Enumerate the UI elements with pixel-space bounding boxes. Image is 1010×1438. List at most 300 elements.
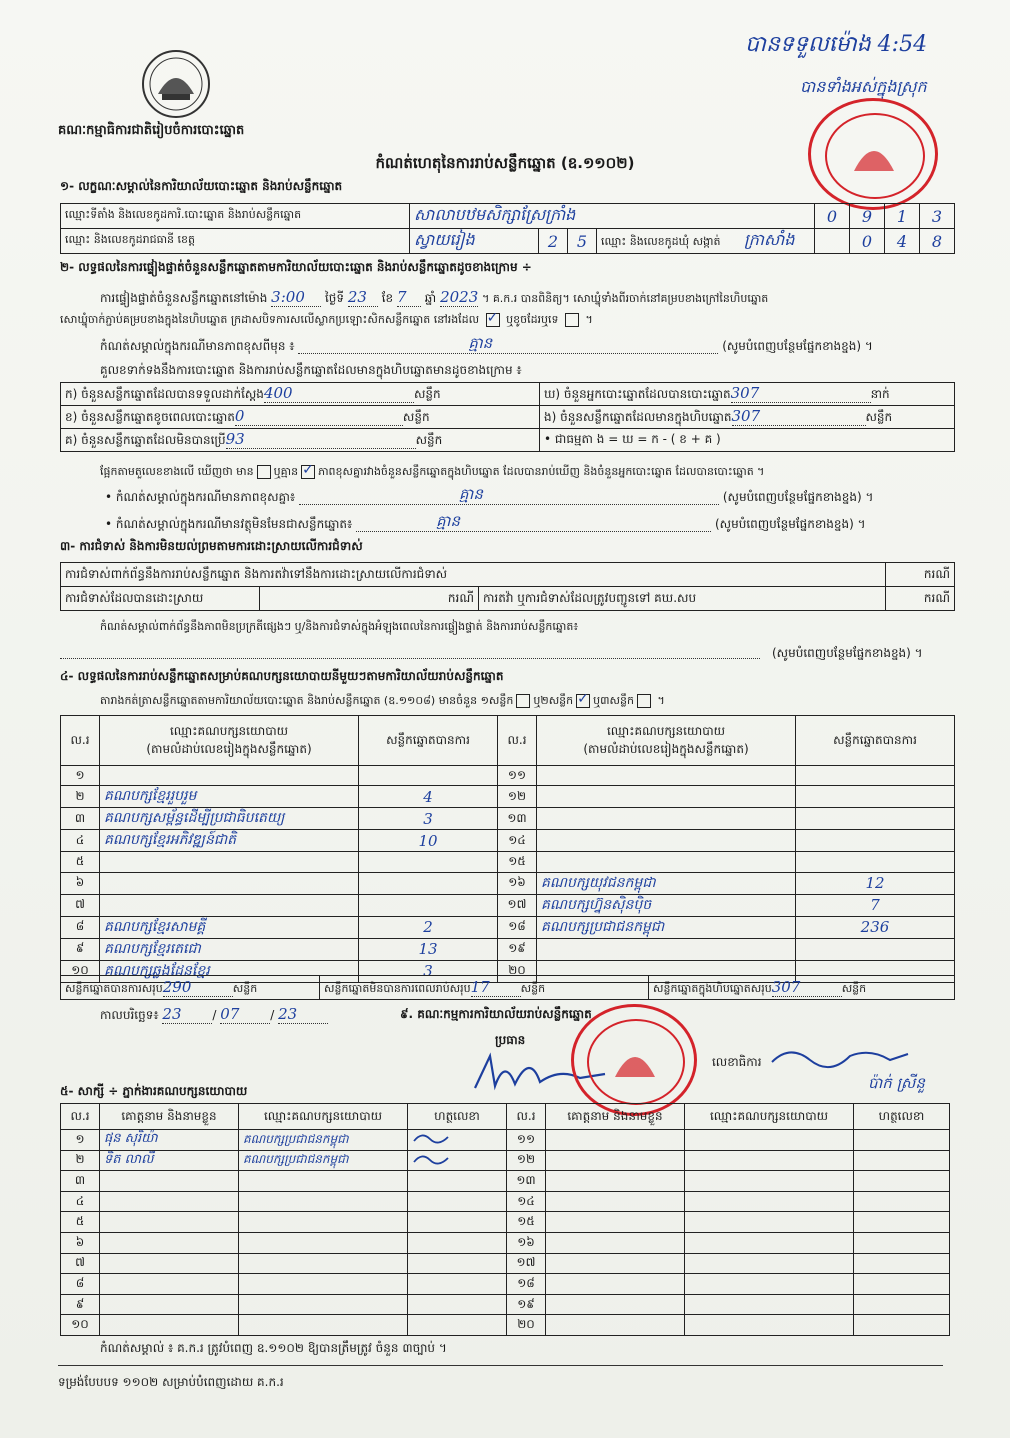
- wt-col-sign-r: ហត្ថលេខា: [854, 1104, 950, 1130]
- b1-label: • កំណត់សម្គាល់ក្នុងករណីមានភាពខុសគ្នា៖: [105, 490, 296, 504]
- witness-row: [61, 1294, 950, 1315]
- ti-value: 17: [471, 978, 521, 997]
- formula-cell: • ជាធម្មតា ង = ឃ = ក - ( ខ + គ ): [540, 429, 955, 452]
- rt-party-l: [100, 872, 359, 894]
- wt-party-r: [685, 1171, 854, 1192]
- province-code-1: 2: [539, 229, 568, 254]
- section3-suffix: (សូមបំពេញបន្ថែមផ្នែកខាងខ្នង) ។: [772, 646, 923, 660]
- wt-name-l: ផុន សុរិយ៉ា: [100, 1130, 239, 1151]
- commune-code-blank: [815, 229, 850, 254]
- rt-votes-r: [796, 786, 955, 808]
- rt-party-l: គណបក្សខ្មែររួបរួម: [100, 786, 359, 808]
- wt-name-r: [546, 1150, 685, 1171]
- location-code-1: 0: [815, 204, 850, 229]
- rt-votes-l: 3: [359, 960, 498, 982]
- wt-sign-l: [408, 1171, 507, 1192]
- wt-sign-l: [408, 1232, 507, 1253]
- results-row: [61, 852, 955, 872]
- wt-no-r: ១១: [507, 1130, 546, 1151]
- footer: ទម្រង់បែបបទ ១១០២ សម្រាប់បំពេញដោយ គ.ក.រ: [58, 1375, 284, 1389]
- rt-no-r: ១៣: [498, 808, 537, 830]
- rt-no-l: ២: [61, 786, 100, 808]
- rt-no-l: ៥: [61, 852, 100, 872]
- witness-row: [61, 1232, 950, 1253]
- commune-value: ក្រាសាំង: [744, 230, 795, 249]
- wt-col-name-r: គោត្តនាម និងនាមខ្លួន: [546, 1104, 685, 1130]
- rt-votes-l: 13: [359, 938, 498, 960]
- rt-party-r: គណបក្សប្រជាជនកម្ពុជា: [537, 916, 796, 938]
- rt-col-party-l: [100, 716, 359, 766]
- totals-table: [60, 975, 955, 1000]
- ko-unit: សន្លឹក: [415, 433, 443, 447]
- results-row: [61, 786, 955, 808]
- rt-no-l: ៤: [61, 830, 100, 852]
- rt-votes-r: [796, 852, 955, 872]
- wt-col-party-r: ឈ្មោះគណបក្សនយោបាយ: [685, 1104, 854, 1130]
- wt-name-l: [100, 1191, 239, 1212]
- received-time-note: បានទទួលម៉ោង 4:54: [745, 32, 928, 57]
- b2-dots: [356, 512, 711, 532]
- results-row: [61, 766, 955, 786]
- s2-year: 2023: [440, 288, 479, 306]
- rt-party-l-2: (តាមលំដាប់លេខរៀងក្នុងសន្លឹកឆ្នោត): [146, 741, 312, 756]
- wt-col-no-l: ល.រ: [61, 1104, 100, 1130]
- ngo-cell: [540, 406, 955, 429]
- total-valid-cell: [61, 976, 320, 1000]
- rt-votes-l: 4: [359, 786, 498, 808]
- wt-sign-r: [854, 1232, 950, 1253]
- rt-no-l: ៨: [61, 916, 100, 938]
- rt-no-l: ៩: [61, 938, 100, 960]
- ballot-count-table: [60, 382, 955, 452]
- b1-suffix: (សូមបំពេញបន្ថែមផ្នែកខាងខ្នង) ។: [722, 490, 874, 504]
- wt-no-l: ៥: [61, 1212, 100, 1233]
- wt-no-r: ១៥: [507, 1212, 546, 1233]
- ka-value: 400: [264, 384, 414, 403]
- wt-name-r: [546, 1212, 685, 1233]
- wt-no-r: ១៨: [507, 1274, 546, 1295]
- results-row: [61, 916, 955, 938]
- s4-intro-c: ឬ៣សន្លឹក: [593, 694, 634, 707]
- wt-no-r: ២០: [507, 1315, 546, 1336]
- rt-party-r: [537, 852, 796, 872]
- rt-no-r: ១៦: [498, 872, 537, 894]
- province-label: ឈ្មោះ និងលេខកូដរាជធានី ខេត្ត: [61, 229, 410, 254]
- rt-party-r: [537, 938, 796, 960]
- rt-no-l: ១០: [61, 960, 100, 982]
- ko-value: 93: [226, 430, 416, 449]
- wt-no-l: ៣: [61, 1171, 100, 1192]
- location-code-2: 9: [850, 204, 885, 229]
- tv-label: សន្លឹកឆ្នោតបានការសរុប: [65, 981, 163, 995]
- s2-month: 7: [397, 288, 421, 307]
- s2-or-broken: ឬខូចដែរឬទេ: [506, 313, 559, 326]
- wt-party-r: [685, 1232, 854, 1253]
- emblem-logo: [140, 48, 212, 120]
- rt-votes-r: [796, 766, 955, 786]
- section2-heading: ២- លទ្ធផលនៃការផ្ទៀងផ្ទាត់ចំនួនសន្លឹកឆ្នោតតាមការិយាល័យបោះឆ្នោត និងរាប់សន្លឹកឆ្នោតដូចខាងក្រោម ÷: [60, 260, 532, 274]
- rt-votes-r: [796, 830, 955, 852]
- wt-name-l: [100, 1212, 239, 1233]
- wt-sign-l: [408, 1315, 507, 1336]
- chair-label: ប្រធាន: [495, 1033, 526, 1047]
- wt-party-l: [239, 1294, 408, 1315]
- gho-label: ឃ) ចំនួនអ្នកបោះឆ្នោតដែលបានបោះឆ្នោត: [544, 387, 731, 401]
- rt-col-no-r: ល.រ: [498, 716, 537, 766]
- three-sheet-checkbox[interactable]: [637, 694, 651, 708]
- ka-label: ក) ចំនួនសន្លឹកឆ្នោតដែលបានទទួលដាក់ស្តែង: [65, 387, 264, 401]
- rt-party-l: គណបក្សខ្មែរអភិវឌ្ឍន៍ជាតិ: [100, 830, 359, 852]
- rt-party-r: [537, 808, 796, 830]
- rt-party-l-1: ឈ្មោះគណបក្សនយោបាយ: [169, 723, 289, 738]
- rt-votes-r: [796, 808, 955, 830]
- section5-heading: ៥- សាក្សី ÷ ភ្នាក់ងារគណបក្សនយោបាយ: [60, 1084, 248, 1098]
- wt-sign-r: [854, 1315, 950, 1336]
- wt-name-r: [546, 1315, 685, 1336]
- witness-row: [61, 1171, 950, 1192]
- wt-sign-l: [408, 1150, 507, 1171]
- results-row: [61, 830, 955, 852]
- rt-party-r: [537, 766, 796, 786]
- s2-diff-suffix: (សូមបំពេញបន្ថែមផ្នែកខាងខ្នង) ។: [722, 339, 873, 353]
- resolved-label: ការជំទាស់ដែលបានដោះស្រាយ: [61, 587, 260, 611]
- rt-no-l: ១: [61, 766, 100, 786]
- ka-cell: [61, 383, 540, 406]
- wt-sign-r: [854, 1150, 950, 1171]
- rt-party-l: [100, 894, 359, 916]
- rt-votes-l: 3: [359, 808, 498, 830]
- s2-diff-label: កំណត់សម្គាល់ក្នុងករណីមានភាពខុសពីមុន ៖: [100, 339, 295, 353]
- section1-heading: ១- លក្ខណៈសម្គាល់នៃការិយាល័យបោះឆ្នោត និងរាប់សន្លឹកឆ្នោត: [60, 179, 343, 193]
- wt-party-l: [239, 1171, 408, 1192]
- gho-cell: [540, 383, 955, 406]
- rt-no-r: ១៩: [498, 938, 537, 960]
- rt-party-r: គណបក្សយុវជនកម្ពុជា: [537, 872, 796, 894]
- gho-value: 307: [731, 384, 871, 403]
- wt-name-l: [100, 1294, 239, 1315]
- witness-signature: [412, 1152, 452, 1166]
- tv-unit: សន្លឹក: [232, 981, 258, 995]
- wt-name-r: [546, 1130, 685, 1151]
- rt-col-party-r: [537, 716, 796, 766]
- wt-party-l: [239, 1212, 408, 1233]
- wt-name-l: [100, 1274, 239, 1295]
- wt-sign-r: [854, 1253, 950, 1274]
- rt-no-r: ១៨: [498, 916, 537, 938]
- wt-no-l: ១០: [61, 1315, 100, 1336]
- section3-dots: [60, 658, 760, 659]
- tv-value: 290: [163, 978, 233, 997]
- wt-no-r: ១៩: [507, 1294, 546, 1315]
- wt-no-l: ៧: [61, 1253, 100, 1274]
- objection-label: ការជំទាស់ពាក់ព័ន្ធនឹងការរាប់សន្លឹកឆ្នោត និងការតវ៉ាទៅនឹងការដោះស្រាយលើការជំទាស់: [61, 563, 886, 587]
- ti-unit: សន្លឹក: [520, 981, 546, 995]
- section2-line3: [100, 334, 873, 356]
- wt-party-r: [685, 1212, 854, 1233]
- rt-votes-l: [359, 852, 498, 872]
- wt-no-l: ២: [61, 1150, 100, 1171]
- wt-no-r: ១២: [507, 1150, 546, 1171]
- rt-party-l: គណបក្សសម្ព័ន្ធដើម្បីប្រជាធិបតេយ្យ: [100, 808, 359, 830]
- wt-no-l: ៩: [61, 1294, 100, 1315]
- intact-checkbox[interactable]: [486, 313, 500, 327]
- witness-row: [61, 1274, 950, 1295]
- b1-value: គ្មាន: [459, 485, 483, 503]
- s4-intro-a: តារាងកត់ត្រាសន្លឹកឆ្នោតតាមការិយាល័យបោះឆ្នោត និងរាប់សន្លឹកឆ្នោត (ឧ.១១០៨) មានចំនួន ១សន្លឹក: [100, 694, 514, 707]
- wt-party-l: [239, 1274, 408, 1295]
- witness-signature: [412, 1131, 452, 1145]
- section1-table: [60, 203, 955, 254]
- witness-table: [60, 1103, 950, 1336]
- total-box-cell: [649, 976, 955, 1000]
- wt-party-r: [685, 1150, 854, 1171]
- rt-no-r: ១២: [498, 786, 537, 808]
- wt-no-l: ៦: [61, 1232, 100, 1253]
- rt-votes-l: [359, 894, 498, 916]
- rt-party-r-1: ឈ្មោះគណបក្សនយោបាយ: [606, 723, 726, 738]
- wt-party-r: [685, 1191, 854, 1212]
- rt-no-l: ៧: [61, 894, 100, 916]
- appeal-label: ការតវ៉ា ឬការជំទាស់ដែលត្រូវបញ្ជូនទៅ គឃ.សប: [479, 587, 886, 611]
- rt-party-l: [100, 852, 359, 872]
- wt-party-l: [239, 1253, 408, 1274]
- broken-checkbox[interactable]: [565, 313, 579, 327]
- rt-no-r: ១១: [498, 766, 537, 786]
- objection-case: ករណី: [886, 563, 955, 587]
- wt-party-l: [239, 1232, 408, 1253]
- s2-day-label: ថ្ងៃទី: [325, 291, 345, 305]
- wt-sign-r: [854, 1130, 950, 1151]
- s2-year-label: ឆ្នាំ: [424, 291, 437, 305]
- commune-label: [597, 229, 815, 254]
- wt-name-l: [100, 1232, 239, 1253]
- one-sheet-checkbox[interactable]: [516, 694, 530, 708]
- s2-day: 23: [348, 288, 378, 307]
- no-difference-checkbox[interactable]: [301, 465, 315, 479]
- s2-line2-text: សោឃ្នុំចាក់ភ្ជាប់គម្របខាងក្នុងនៃហិបឆ្នោត ក្រដាសបិទការសលើស្លាកប្រឡោះសិកសន្លឹកឆ្នោត នៅរងដែល: [60, 313, 480, 326]
- results-row: [61, 808, 955, 830]
- section3-note: កំណត់សម្គាល់ពាក់ព័ន្ធនឹងភាពមិនប្រក្រតីផ្សេងៗ ឬ/និងការជំទាស់ក្នុងអំឡុងពេលនៃការផ្ទៀងផ្ទាត់ និងការរាប់សន្លឹកឆ្នោត៖: [100, 620, 579, 633]
- rt-party-r: គណបក្សហ្វ៊ុនស៊ិនប៉ិច: [537, 894, 796, 916]
- s2-have-label: ផ្អែកតាមតួលេខខាងលើ ឃើញថា មាន: [100, 465, 254, 478]
- wt-sign-r: [854, 1212, 950, 1233]
- location-label: ឈ្មោះទីតាំង និងលេខកូដការិ.បោះឆ្នោត និងរាប់សន្លឹកឆ្នោត: [61, 204, 410, 229]
- date-year: 23: [278, 1005, 328, 1024]
- wt-col-party-l: ឈ្មោះគណបក្សនយោបាយ: [239, 1104, 408, 1130]
- b1-dots: [299, 485, 719, 505]
- rt-votes-r: [796, 938, 955, 960]
- section2-bullet2: [105, 512, 866, 534]
- rt-party-l: គណបក្សខ្មែរតេជោ: [100, 938, 359, 960]
- secretary-signature: [770, 1040, 910, 1072]
- date-line: កាលបរិច្ឆេទ៖ 23 / 07 / 23: [100, 1005, 328, 1025]
- province-value: ស្វាយរៀង: [410, 229, 539, 254]
- total-invalid-cell: [320, 976, 649, 1000]
- section2-bullet1: [105, 485, 874, 507]
- commune-code-1: 0: [850, 229, 885, 254]
- rt-party-l: គណបក្សឆ្លងដែនខ្មែរ: [100, 960, 359, 982]
- rt-votes-r: 236: [796, 916, 955, 938]
- wt-party-r: [685, 1294, 854, 1315]
- witness-row: [61, 1150, 950, 1171]
- results-row: [61, 872, 955, 894]
- rt-no-r: ១៤: [498, 830, 537, 852]
- rt-no-r: ១៥: [498, 852, 537, 872]
- rt-votes-l: 10: [359, 830, 498, 852]
- objection-table: [60, 562, 955, 611]
- wt-no-l: ១: [61, 1130, 100, 1151]
- wt-no-r: ១៧: [507, 1253, 546, 1274]
- wt-sign-l: [408, 1130, 507, 1151]
- rt-votes-l: [359, 872, 498, 894]
- wt-name-r: [546, 1171, 685, 1192]
- wt-name-r: [546, 1274, 685, 1295]
- received-note-2: បានទាំងអស់ក្នុងស្រុក: [800, 77, 927, 96]
- kha-unit: សន្លឹក: [402, 410, 430, 424]
- wt-col-name-l: គោត្តនាម និងនាមខ្លួន: [100, 1104, 239, 1130]
- s2-time: 3:00: [271, 288, 321, 307]
- wt-name-r: [546, 1294, 685, 1315]
- form-title: កំណត់ហេតុនៃការរាប់សន្លឹកឆ្នោត (ឧ.១១០២): [375, 154, 635, 172]
- committee-label: ៩. គណៈកម្មការការិយាល័យរាប់សន្លឹកឆ្នោត: [400, 1007, 592, 1021]
- has-difference-checkbox[interactable]: [257, 465, 271, 479]
- rt-no-r: ១៧: [498, 894, 537, 916]
- wt-party-r: [685, 1274, 854, 1295]
- footnote: កំណត់សម្គាល់ ៖ គ.ក.រ ត្រូវបំពេញ ឧ.១១០២ ឱ្យបានត្រឹមត្រូវ ចំនួន ៣ច្បាប់ ។: [100, 1341, 447, 1355]
- org-name: គណៈកម្មាធិការជាតិរៀបចំការបោះឆ្នោត: [58, 123, 245, 138]
- s2-time-label: ការផ្ទៀងផ្ទាត់ចំនួនសន្លឹកឆ្នោតនៅម៉ោង: [100, 291, 268, 305]
- rt-votes-l: 2: [359, 916, 498, 938]
- wt-name-l: [100, 1253, 239, 1274]
- b2-label: • កំណត់សម្គាល់ក្នុងករណីមានវត្ថុមិនមែនជាសន្លឹកឆ្នោត៖: [105, 517, 353, 531]
- section2-line4: គួលខទាក់ទងនឹងការបោះឆ្នោត និងការរាប់សន្លឹកឆ្នោតដែលមានក្នុងហិបឆ្នោតមានដូចខាងក្រោម ៖: [100, 363, 522, 377]
- secretary-name: ប៉ាក់ ស្រីនួ: [868, 1074, 925, 1092]
- wt-name-l: ទិត លាលី: [100, 1150, 239, 1171]
- rt-party-r-2: (តាមលំដាប់លេខរៀងក្នុងសន្លឹកឆ្នោត): [583, 741, 749, 756]
- section4-intro: តារាងកត់ត្រាសន្លឹកឆ្នោតតាមការិយាល័យបោះឆ្នោត និងរាប់សន្លឹកឆ្នោត (ឧ.១១០៨) មានចំនួន ១សន្លឹក ឬ២សន្លឹក✓ ឬ៣សន្លឹក ។: [100, 694, 665, 710]
- s2-diff-dots: [298, 334, 718, 354]
- s2-have-rest: ភាពខុសគ្នារវាងចំនួនសន្លឹកឆ្នោតក្នុងហិបឆ្នោត ដែលបានរាប់ឃើញ និងចំនួនអ្នកបោះឆ្នោត ដែលបានបោះឆ្នោត ។: [318, 465, 765, 478]
- ngo-label: ង) ចំនួនសន្លឹកឆ្នោតដែលមានក្នុងហិបឆ្នោត: [544, 410, 732, 424]
- location-code-4: 3: [920, 204, 955, 229]
- witness-row: [61, 1191, 950, 1212]
- wt-no-l: ៨: [61, 1274, 100, 1295]
- section2-line1: [100, 288, 768, 308]
- rt-col-votes-r: សន្លឹកឆ្នោតបានការ: [796, 716, 955, 766]
- section2-line2: សោឃ្នុំចាក់ភ្ជាប់គម្របខាងក្នុងនៃហិបឆ្នោត ក្រដាសបិទការសលើស្លាកប្រឡោះសិកសន្លឹកឆ្នោត នៅរងដែល ✓ ឬខូចដែរឬទេ ។: [60, 313, 593, 329]
- wt-party-r: [685, 1130, 854, 1151]
- date-label: កាលបរិច្ឆេទ៖: [100, 1008, 159, 1022]
- wt-sign-l: [408, 1191, 507, 1212]
- wt-sign-l: [408, 1212, 507, 1233]
- kha-cell: [61, 406, 540, 429]
- ngo-value: 307: [732, 407, 866, 426]
- b2-suffix: (សូមបំពេញបន្ថែមផ្នែកខាងខ្នង) ។: [714, 517, 866, 531]
- date-day: 23: [162, 1005, 212, 1024]
- ka-unit: សន្លឹក: [413, 387, 441, 401]
- rt-party-l: [100, 766, 359, 786]
- rt-votes-l: [359, 766, 498, 786]
- wt-sign-l: [408, 1253, 507, 1274]
- witness-row: [61, 1315, 950, 1336]
- s2-diff-value: គ្មាន: [468, 334, 493, 352]
- results-row: [61, 938, 955, 960]
- b2-value: គ្មាន: [436, 512, 460, 530]
- wt-name-r: [546, 1253, 685, 1274]
- two-sheet-checkbox[interactable]: [576, 694, 590, 708]
- wt-no-r: ១៤: [507, 1191, 546, 1212]
- tb-unit: សន្លឹក: [841, 981, 867, 995]
- kha-label: ខ) ចំនួនសន្លឹកឆ្នោតខូចពេលបោះឆ្នោត: [65, 410, 235, 424]
- wt-col-sign-l: ហត្ថលេខា: [408, 1104, 507, 1130]
- wt-name-r: [546, 1191, 685, 1212]
- s2-month-label: ខែ: [381, 291, 394, 305]
- section4-heading: ៤- លទ្ធផលនៃការរាប់សន្លឹកឆ្នោតសម្រាប់គណបក្សនយោបាយនីមួយៗតាមការិយាល័យរាប់សន្លឹកឆ្នោត: [60, 669, 504, 683]
- witness-row: [61, 1253, 950, 1274]
- footer-rule: [58, 1365, 943, 1366]
- wt-name-l: [100, 1171, 239, 1192]
- ngo-unit: សន្លឹក: [865, 410, 893, 424]
- results-table: [60, 715, 955, 983]
- location-value: សាលាបឋមសិក្សាស្រែក្រាំង: [410, 204, 815, 229]
- rt-col-no-l: ល.រ: [61, 716, 100, 766]
- rt-no-l: ៦: [61, 872, 100, 894]
- rt-no-l: ៣: [61, 808, 100, 830]
- rt-party-r: [537, 786, 796, 808]
- rt-party-r: [537, 830, 796, 852]
- commune-label-text: ឈ្មោះ និងលេខកូដឃុំ សង្កាត់: [601, 235, 721, 248]
- wt-party-r: [685, 1315, 854, 1336]
- resolved-case: ករណី: [260, 587, 479, 611]
- wt-no-l: ៤: [61, 1191, 100, 1212]
- ko-cell: [61, 429, 540, 452]
- wt-no-r: ១៦: [507, 1232, 546, 1253]
- wt-name-r: [546, 1232, 685, 1253]
- wt-name-l: [100, 1315, 239, 1336]
- wt-party-l: គណបក្សប្រជាជនកម្ពុជា: [239, 1150, 408, 1171]
- wt-party-l: [239, 1315, 408, 1336]
- rt-no-r: ២០: [498, 960, 537, 982]
- witness-row: [61, 1212, 950, 1233]
- s2-line1-rest: ។ គ.ក.រ បានពិនិត្យ។ សោឃ្នុំទាំងពីរចាក់នៅគម្របខាងក្រៅនៃហិបឆ្នោត: [482, 292, 769, 305]
- wt-sign-r: [854, 1191, 950, 1212]
- appeal-case: ករណី: [886, 587, 955, 611]
- section2-line5: [100, 465, 764, 481]
- gho-unit: នាក់: [870, 387, 890, 401]
- date-month: 07: [220, 1005, 270, 1024]
- wt-party-l: [239, 1191, 408, 1212]
- rt-votes-r: 7: [796, 894, 955, 916]
- section3-heading: ៣- ការជំទាស់ និងការមិនយល់ព្រមតាមការដោះស្រាយលើការជំទាស់: [60, 539, 363, 553]
- s4-intro-b: ឬ២សន្លឹក: [533, 694, 574, 707]
- kha-value: 0: [235, 407, 403, 426]
- rt-col-votes-l: សន្លឹកឆ្នោតបានការ: [359, 716, 498, 766]
- wt-col-no-r: ល.រ: [507, 1104, 546, 1130]
- rt-party-l: គណបក្សខ្មែរសាមគ្គី: [100, 916, 359, 938]
- wt-sign-r: [854, 1274, 950, 1295]
- wt-sign-r: [854, 1171, 950, 1192]
- wt-sign-l: [408, 1294, 507, 1315]
- results-row: [61, 894, 955, 916]
- commune-code-2: 4: [885, 229, 920, 254]
- location-code-3: 1: [885, 204, 920, 229]
- witness-row: [61, 1130, 950, 1151]
- wt-sign-l: [408, 1274, 507, 1295]
- wt-no-r: ១៣: [507, 1171, 546, 1192]
- ko-label: គ) ចំនួនសន្លឹកឆ្នោតដែលមិនបានប្រើ: [65, 433, 226, 447]
- tb-label: សន្លឹកឆ្នោតក្នុងហិបឆ្នោតសរុប: [653, 981, 772, 995]
- ti-label: សន្លឹកឆ្នោតមិនបានការពេលរាប់សរុប: [324, 981, 471, 995]
